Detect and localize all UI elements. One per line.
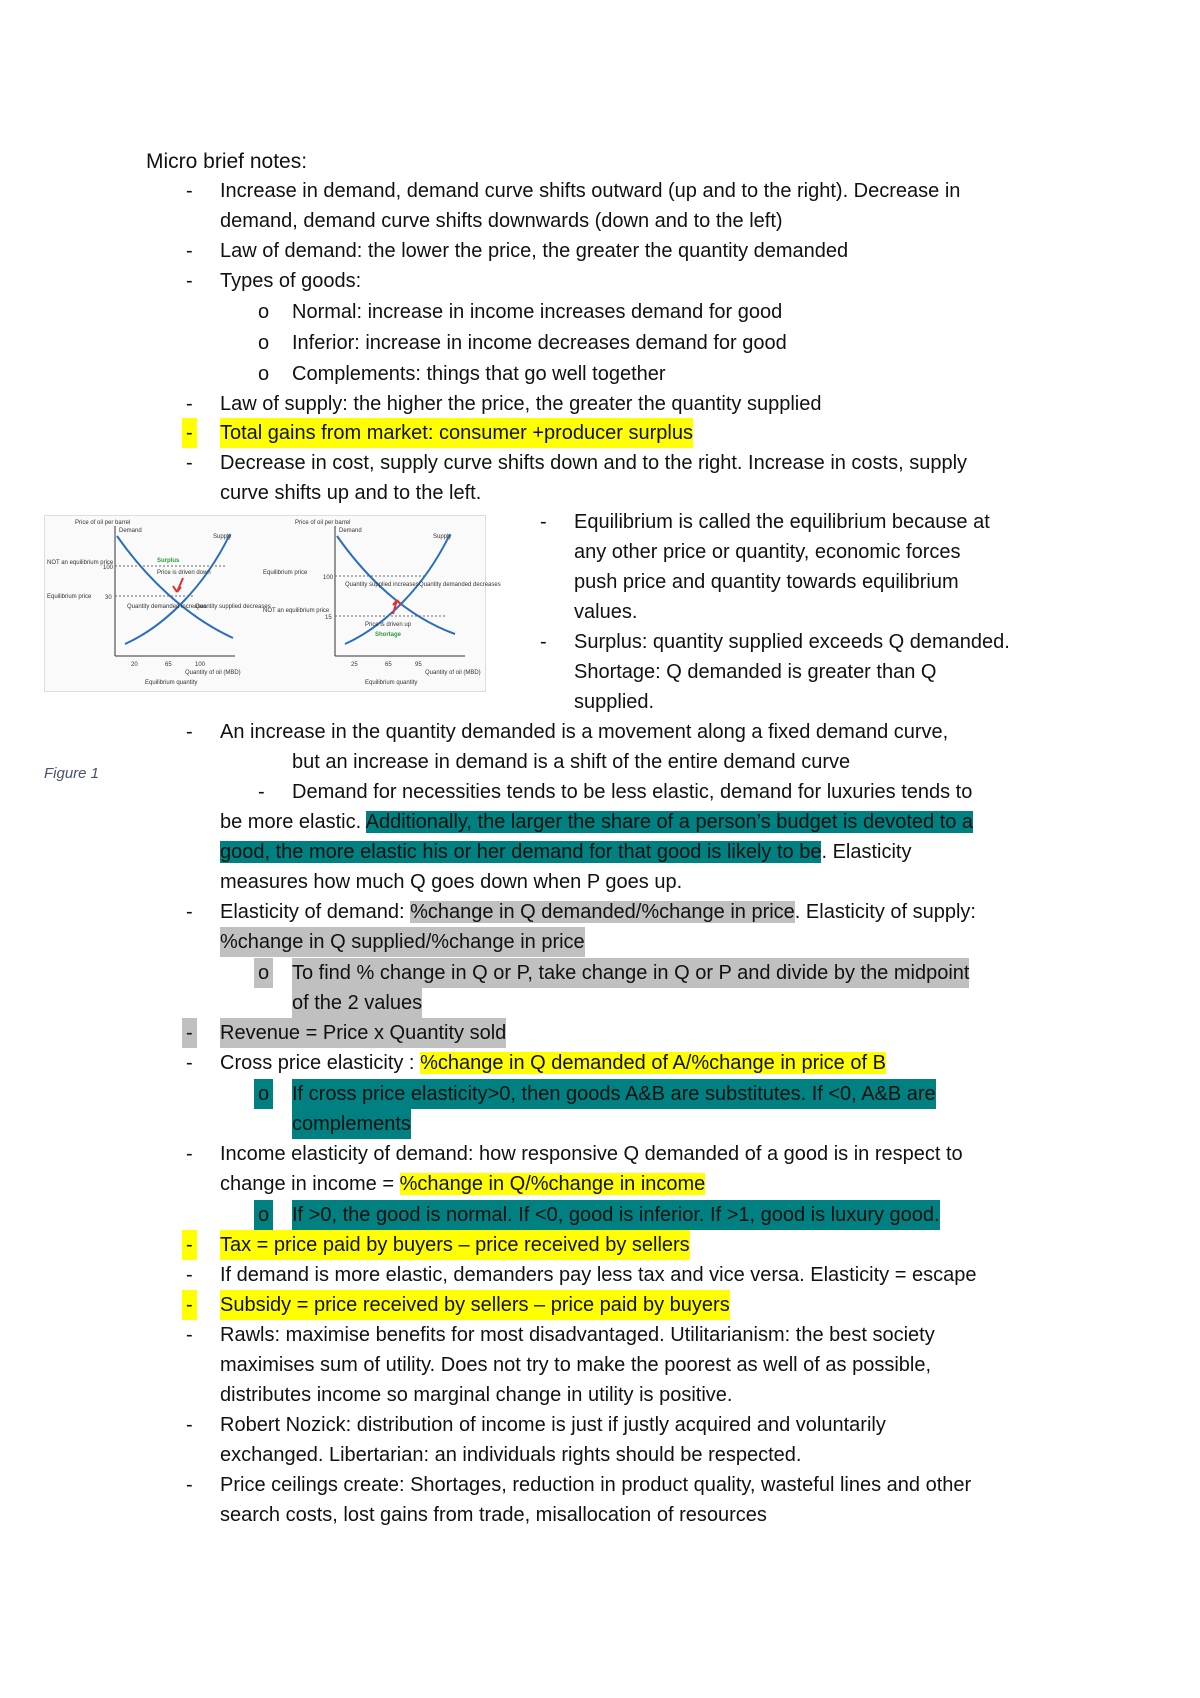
note-rawls-3: distributes income so marginal change in utility is positive.	[220, 1384, 733, 1406]
note-cross-price-pre: Cross price elasticity :	[220, 1052, 421, 1074]
right-demand-label: Demand	[339, 528, 362, 534]
qs-decreases-label: Quantity supplied decreases	[195, 604, 271, 610]
note-tax-elasticity: If demand is more elastic, demanders pay less tax and vice versa. Elasticity = escape	[220, 1264, 977, 1286]
note-complements: Complements: things that go well together	[292, 363, 666, 385]
note-quantity-demanded-1: An increase in the quantity demanded is a movement along a fixed demand curve,	[220, 721, 949, 743]
dash-marker: -	[186, 452, 193, 474]
circle-marker: o	[254, 1079, 273, 1109]
left-x-tick-3: 100	[195, 662, 206, 668]
figure-caption: Figure 1	[44, 765, 100, 782]
right-chart	[263, 520, 501, 686]
circle-marker: o	[258, 301, 270, 323]
dash-marker: -	[186, 1324, 193, 1346]
note-subsidy: Subsidy = price received by sellers – price paid by buyers	[220, 1290, 730, 1320]
dash-marker: -	[186, 1052, 193, 1074]
note-shortage-2: supplied.	[574, 691, 655, 713]
dash-marker: -	[186, 1264, 193, 1286]
figure-svg	[45, 516, 501, 691]
dash-marker: -	[186, 721, 193, 743]
note-tax: Tax = price paid by buyers – price received by sellers	[220, 1230, 690, 1260]
note-rawls-2: maximises sum of utility. Does not try to make the poorest as well of as possible,	[220, 1354, 932, 1376]
dash-marker: -	[186, 180, 193, 202]
circle-marker: o	[258, 332, 270, 354]
left-eq-quantity-label: Equilibrium quantity	[145, 680, 198, 686]
note-cross-price-formula: %change in Q demanded of A/%change in price of B	[420, 1052, 886, 1074]
dash-marker: -	[258, 781, 265, 803]
shortage-label: Shortage	[375, 632, 402, 638]
dash-marker: -	[182, 1230, 197, 1260]
note-elastic-pre: be more elastic.	[220, 811, 366, 833]
note-elasticity-supply-formula: %change in Q supplied/%change in price	[220, 927, 585, 957]
note-cost-shift-2: curve shifts up and to the left.	[220, 482, 482, 504]
note-revenue: Revenue = Price x Quantity sold	[220, 1018, 506, 1048]
note-equilibrium-4: values.	[574, 601, 638, 623]
note-demand-shift-1: Increase in demand, demand curve shifts outward (up and to the right). Decrease in	[220, 180, 961, 202]
note-budget-share-2: good, the more elastic his or her demand for that good is likely to be	[220, 841, 822, 863]
left-x-tick-1: 20	[131, 662, 138, 668]
equilibrium-figure	[44, 515, 501, 692]
dash-marker: -	[182, 1018, 197, 1048]
note-nozick-1: Robert Nozick: distribution of income is just if justly acquired and voluntarily	[220, 1414, 886, 1436]
dash-marker: -	[182, 418, 197, 448]
note-equilibrium-3: push price and quantity towards equilibrium	[574, 571, 959, 593]
note-elastic-line	[220, 807, 973, 837]
note-elasticity-post: . Elasticity	[821, 841, 912, 863]
left-x-tick-2: 65	[165, 662, 172, 668]
dash-marker: -	[186, 901, 193, 923]
dash-marker: -	[186, 240, 193, 262]
note-elasticity-measures: measures how much Q goes down when P goes up.	[220, 871, 683, 893]
note-law-of-demand: Law of demand: the lower the price, the greater the quantity demanded	[220, 240, 849, 262]
note-elasticity-supply-pre: . Elasticity of supply:	[794, 901, 976, 923]
note-midpoint-1: To find % change in Q or P, take change in Q or P and divide by the midpoint	[292, 958, 969, 988]
note-equilibrium-2: any other price or quantity, economic forces	[574, 541, 961, 563]
left-chart	[47, 520, 271, 686]
right-x-tick-3: 95	[415, 662, 422, 668]
note-elasticity-demand-formula: %change in Q demanded/%change in price	[410, 901, 795, 923]
note-income-elasticity-pre: change in income =	[220, 1173, 400, 1195]
note-cost-shift-1: Decrease in cost, supply curve shifts down and to the right. Increase in costs, supply	[220, 452, 968, 474]
price-driven-up-label: Price is driven up	[365, 622, 412, 628]
right-x-tick-1: 25	[351, 662, 358, 668]
note-substitutes: If cross price elasticity>0, then goods A&B are substitutes. If <0, A&B are	[292, 1079, 936, 1109]
note-demand-shift-2: demand, demand curve shifts downwards (down and to the left)	[220, 210, 783, 232]
qs-increases-label: Quantity supplied increases	[345, 582, 419, 588]
surplus-label: Surplus	[157, 558, 180, 564]
note-total-gains: Total gains from market: consumer +producer surplus	[220, 418, 693, 448]
left-eq-price-label: Equilibrium price	[47, 594, 92, 600]
right-x-tick-2: 65	[385, 662, 392, 668]
right-y-tick-top: 100	[323, 575, 334, 581]
note-elasticity-demand-line	[220, 897, 976, 927]
dash-marker: -	[186, 393, 193, 415]
note-income-elasticity-line	[220, 1169, 705, 1199]
page-title: Micro brief notes:	[146, 150, 308, 173]
note-cross-price-line	[220, 1048, 886, 1078]
note-normal-good: Normal: increase in income increases demand for good	[292, 301, 783, 323]
right-ylabel: Price of oil per barrel	[295, 520, 351, 526]
note-law-of-supply: Law of supply: the higher the price, the greater the quantity supplied	[220, 393, 822, 415]
arrow-icon	[173, 578, 183, 592]
note-income-elasticity-1: Income elasticity of demand: how responsive Q demanded of a good is in respect to	[220, 1143, 963, 1165]
dash-marker: -	[186, 1474, 193, 1496]
note-necessities: Demand for necessities tends to be less elastic, demand for luxuries tends to	[292, 781, 973, 803]
note-nozick-2: exchanged. Libertarian: an individuals rights should be respected.	[220, 1444, 802, 1466]
note-budget-line	[220, 837, 911, 867]
circle-marker: o	[258, 363, 270, 385]
note-budget-share-1: Additionally, the larger the share of a person’s budget is devoted to a	[365, 811, 974, 833]
note-shortage: Shortage: Q demanded is greater than Q	[574, 661, 937, 683]
note-inferior-good: Inferior: increase in income decreases demand for good	[292, 332, 787, 354]
dash-marker: -	[186, 1414, 193, 1436]
dash-marker: -	[186, 1143, 193, 1165]
left-xlabel: Quantity of oil (MBD)	[185, 670, 241, 676]
right-y-tick-mid: 15	[325, 615, 332, 621]
qd-decreases-label: Quantity demanded decreases	[419, 582, 501, 588]
note-surplus: Surplus: quantity supplied exceeds Q demanded.	[574, 631, 1010, 653]
demand-curve	[117, 536, 233, 638]
left-not-eq-label: NOT an equilibrium price	[47, 560, 114, 566]
circle-marker: o	[254, 958, 273, 988]
right-supply-label: Supply	[433, 534, 452, 540]
note-types-of-goods: Types of goods:	[220, 270, 362, 292]
note-income-elasticity-formula: %change in Q/%change in income	[399, 1173, 706, 1195]
left-ylabel: Price of oil per barrel	[75, 520, 131, 526]
dash-marker: -	[182, 1290, 197, 1320]
qd-increases-label: Quantity demanded increases	[127, 604, 207, 610]
right-not-eq-label: NOT an equilibrium price	[263, 608, 330, 614]
note-complements-result: complements	[292, 1109, 411, 1139]
price-driven-down-label: Price is driven down	[157, 570, 211, 576]
note-price-ceilings-2: search costs, lost gains from trade, misallocation of resources	[220, 1504, 767, 1526]
dash-marker: -	[540, 511, 547, 533]
left-demand-label: Demand	[119, 528, 142, 534]
note-midpoint-2: of the 2 values	[292, 988, 422, 1018]
right-eq-quantity-label: Equilibrium quantity	[365, 680, 418, 686]
left-y-tick-mid: 30	[105, 595, 112, 601]
note-rawls-1: Rawls: maximise benefits for most disadvantaged. Utilitarianism: the best society	[220, 1324, 935, 1346]
dash-marker: -	[186, 270, 193, 292]
note-good-classification: If >0, the good is normal. If <0, good is inferior. If >1, good is luxury good.	[292, 1200, 940, 1230]
left-supply-label: Supply	[213, 534, 232, 540]
left-y-tick-top: 100	[103, 565, 114, 571]
note-price-ceilings-1: Price ceilings create: Shortages, reduction in product quality, wasteful lines and other	[220, 1474, 972, 1496]
circle-marker: o	[254, 1200, 273, 1230]
note-elasticity-demand-pre: Elasticity of demand:	[220, 901, 411, 923]
right-xlabel: Quantity of oil (MBD)	[425, 670, 481, 676]
right-eq-price-label: Equilibrium price	[263, 570, 308, 576]
dash-marker: -	[540, 631, 547, 653]
note-quantity-demanded-2: but an increase in demand is a shift of the entire demand curve	[292, 751, 851, 773]
note-equilibrium-1: Equilibrium is called the equilibrium because at	[574, 511, 990, 533]
